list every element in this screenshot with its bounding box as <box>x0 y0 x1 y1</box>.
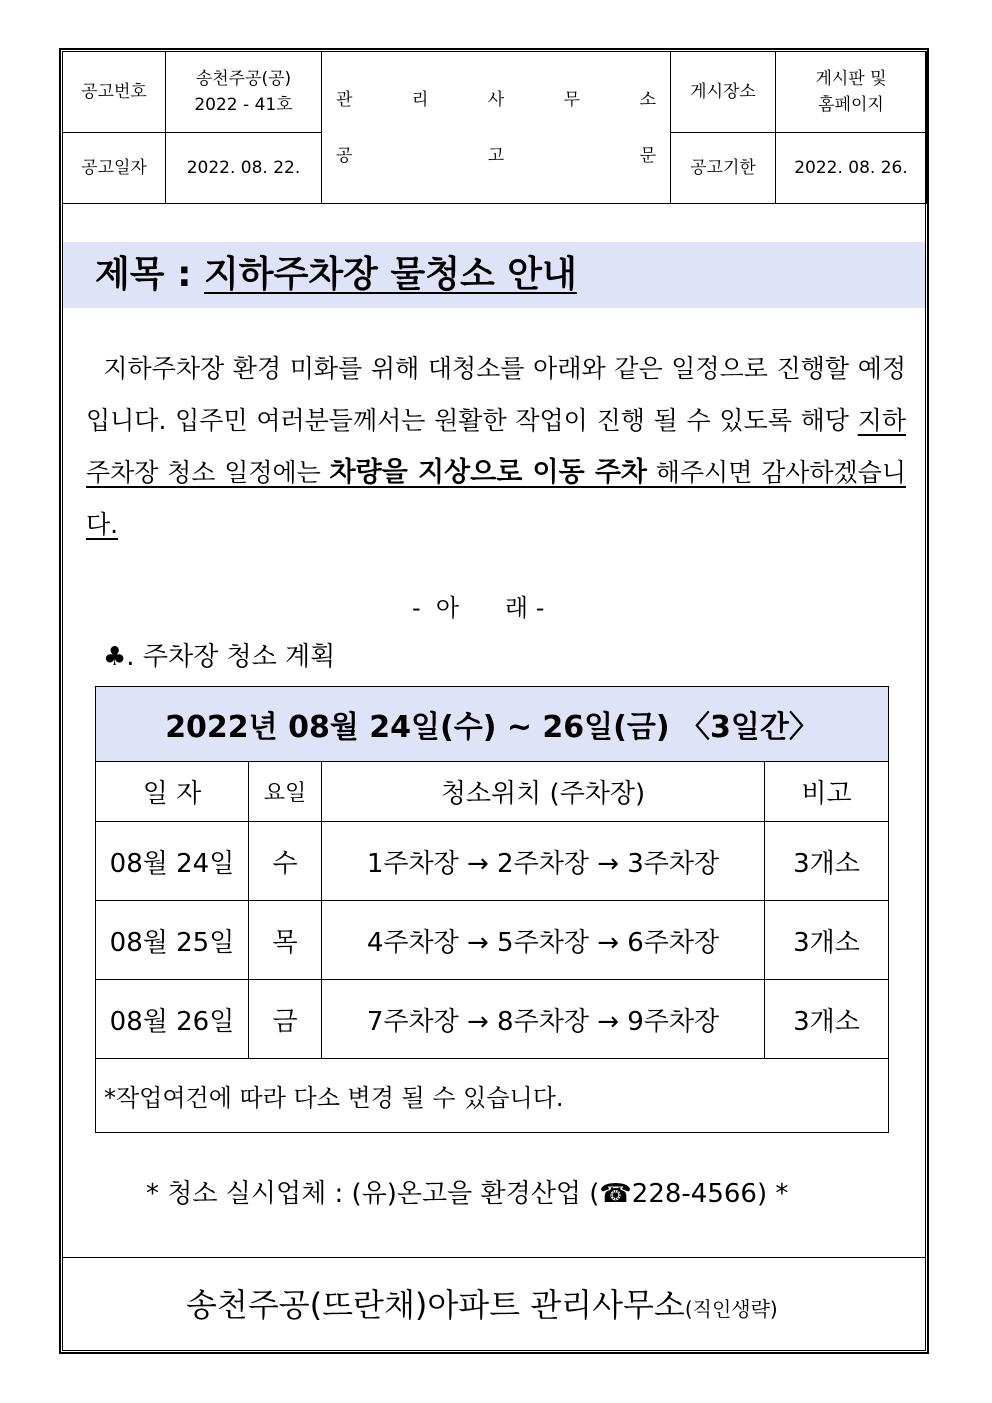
notice-number-value <box>166 52 322 133</box>
body-underlined-tail: 해주시면 감사하겠습니다. <box>86 458 906 539</box>
posting-place-value <box>776 52 927 133</box>
notice-number-label: 공고번호 <box>63 52 166 133</box>
notice-title <box>95 248 577 302</box>
office-title-char: 고 <box>487 145 505 166</box>
row-date: 08월 26일 <box>96 980 249 1059</box>
deadline-label: 공고기한 <box>671 133 776 204</box>
vendor-info: * 청소 실시업체 : (유)온고을 환경산업 (☎228-4566) * <box>146 1179 789 1209</box>
office-title-char: 공 <box>336 145 353 166</box>
posting-place-line2: 홈페이지 <box>818 95 884 115</box>
column-header-day: 요일 <box>249 762 322 822</box>
office-title-char: 리 <box>411 89 429 110</box>
notice-number-line1: 송천주공(공) <box>195 69 292 89</box>
posting-place-line1: 게시판 및 <box>815 69 887 89</box>
row-day: 목 <box>249 901 322 980</box>
office-title-char: 무 <box>563 89 581 110</box>
footer-issuer <box>186 1280 778 1326</box>
row-location: 7주차장 → 8주차장 → 9주차장 <box>322 980 765 1059</box>
plan-heading: ♣. 주차장 청소 계획 <box>103 642 336 672</box>
schedule-period: 2022년 08월 24일(수) ~ 26일(금) 〈3일간〉 <box>96 687 889 762</box>
row-day: 수 <box>249 822 322 901</box>
office-title-char: 사 <box>487 89 505 110</box>
below-marker: - 아 래 - <box>412 594 545 622</box>
column-header-date: 일 자 <box>96 762 249 822</box>
body-underlined-text: 지하주차장 청소 일정에는 <box>86 406 906 487</box>
posting-place-label: 게시장소 <box>671 52 776 133</box>
table-row <box>96 901 889 980</box>
office-notice-title <box>322 52 671 204</box>
seal-note: (직인생략) <box>684 1297 778 1321</box>
office-title-char: 관 <box>336 89 353 110</box>
column-header-note: 비고 <box>765 762 889 822</box>
notice-header-table <box>62 51 927 204</box>
deadline-value: 2022. 08. 26. <box>776 133 927 204</box>
row-note: 3개소 <box>765 901 889 980</box>
body-emphasis: 차량을 지상으로 이동 주차 <box>329 457 648 488</box>
office-title-char: 소 <box>639 89 656 110</box>
notice-date-value: 2022. 08. 22. <box>166 133 322 204</box>
issuer-name: 송천주공(뜨란채)아파트 관리사무소 <box>186 1286 685 1324</box>
office-title-line2 <box>336 128 656 184</box>
column-header-location: 청소위치 (주차장) <box>322 762 765 822</box>
office-title-line1 <box>336 72 656 128</box>
body-text-part1: 지하주차장 환경 미화를 위해 대청소를 아래와 같은 일정으로 진행할 예정입니다. 입주민 여러분들께서는 원활한 작업이 진행 될 수 있도록 해당 <box>86 354 906 435</box>
schedule-table <box>95 686 889 1133</box>
title-subject: 지하주차장 물청소 안내 <box>204 254 577 295</box>
notice-body <box>86 343 906 551</box>
row-location: 4주차장 → 5주차장 → 6주차장 <box>322 901 765 980</box>
row-date: 08월 24일 <box>96 822 249 901</box>
footer-divider <box>62 1257 926 1258</box>
title-prefix: 제목 : <box>95 254 205 295</box>
row-note: 3개소 <box>765 822 889 901</box>
notice-number-line2: 2022 - 41호 <box>194 95 293 115</box>
row-location: 1주차장 → 2주차장 → 3주차장 <box>322 822 765 901</box>
office-title-char: 문 <box>639 145 656 166</box>
table-row <box>96 980 889 1059</box>
row-day: 금 <box>249 980 322 1059</box>
row-date: 08월 25일 <box>96 901 249 980</box>
schedule-footnote: *작업여건에 따라 다소 변경 될 수 있습니다. <box>96 1059 889 1133</box>
row-note: 3개소 <box>765 980 889 1059</box>
table-row <box>96 822 889 901</box>
notice-date-label: 공고일자 <box>63 133 166 204</box>
